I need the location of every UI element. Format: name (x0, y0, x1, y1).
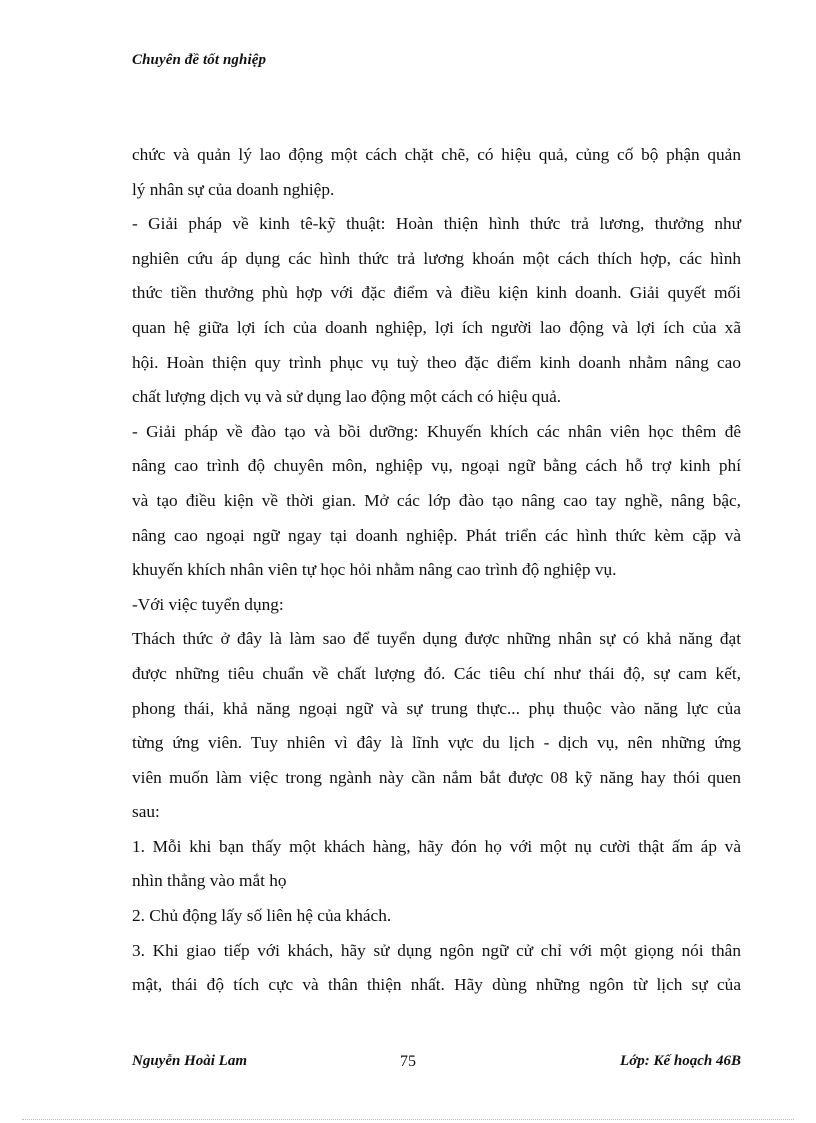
text-line: phong thái, khả năng ngoại ngữ và sự trung thực... phụ thuộc vào năng lực của (132, 698, 741, 718)
text-line: 1. Mỗi khi bạn thấy một khách hàng, hãy đón họ với một nụ cười thật ấm áp và (132, 836, 741, 856)
text-line: mật, thái độ tích cực và thân thiện nhất. Hãy dùng những ngôn từ lịch sự của (132, 975, 741, 995)
text-line: chức và quản lý lao động một cách chặt chẽ, có hiệu quả, củng cố bộ phận quản (132, 145, 741, 164)
page-bottom-border (22, 1119, 794, 1120)
text-line: nghiên cứu áp dụng các hình thức trả lương khoán một cách thích hợp, các hình (132, 248, 741, 268)
text-line: quan hệ giữa lợi ích của doanh nghiệp, lợi ích người lao động và lợi ích của xã (132, 317, 741, 337)
footer-author: Nguyễn Hoài Lam (132, 1053, 247, 1069)
text-line: nhìn thẳng vào mắt họ (132, 871, 287, 891)
text-line: hội. Hoàn thiện quy trình phục vụ tuỳ theo đặc điểm kinh doanh nhằm nâng cao (132, 352, 741, 372)
text-line: thức tiền thưởng phù hợp với đặc điểm và điều kiện kinh doanh. Giải quyết mối (132, 283, 741, 303)
text-line: sau: (132, 802, 160, 822)
text-line: chất lượng dịch vụ và sử dụng lao động một cách có hiệu quả. (132, 387, 562, 407)
page-number: 75 (400, 1053, 416, 1070)
text-line: và tạo điều kiện về thời gian. Mở các lớp đào tạo nâng cao tay nghề, nâng bậc, (132, 490, 741, 510)
text-line: lý nhân sự của doanh nghiệp. (132, 179, 335, 199)
text-line: viên muốn làm việc trong ngành này cần nắm bắt được 08 kỹ năng hay thói quen (132, 767, 741, 787)
text-line: được những tiêu chuẩn về chất lượng đó. Các tiêu chí như thái độ, sự cam kết, (132, 663, 741, 683)
text-line: nâng cao ngoại ngữ ngay tại doanh nghiệp. Phát triển các hình thức kèm cặp và (132, 525, 741, 545)
text-line: - Giải pháp về đào tạo và bồi dưỡng: Khuyến khích các nhân viên học thêm đê (132, 421, 741, 441)
text-line: nâng cao trình độ chuyên môn, nghiệp vụ, ngoại ngữ bằng cách hỗ trợ kinh phí (132, 456, 741, 476)
text-line: từng ứng viên. Tuy nhiên vì đây là lĩnh vực du lịch - dịch vụ, nên những ứng (132, 733, 741, 753)
text-line: Thách thức ở đây là làm sao để tuyển dụng được những nhân sự có khả năng đạt (132, 629, 741, 649)
text-line: -Với việc tuyển dụng: (132, 594, 284, 614)
page-header-title: Chuyên đề tốt nghiệp (132, 52, 267, 68)
footer-class-label: Lớp: Kế hoạch 46B (620, 1053, 741, 1069)
document-body (132, 138, 741, 1003)
text-line: khuyến khích nhân viên tự học hỏi nhằm nâng cao trình độ nghiệp vụ. (132, 560, 617, 580)
text-line: 3. Khi giao tiếp với khách, hãy sử dụng ngôn ngữ cử chỉ với một giọng nói thân (132, 940, 741, 960)
text-line: 2. Chủ động lấy số liên hệ của khách. (132, 906, 392, 926)
text-line: - Giải pháp về kinh tê-kỹ thuật: Hoàn thiện hình thức trả lương, thưởng như (132, 214, 741, 234)
